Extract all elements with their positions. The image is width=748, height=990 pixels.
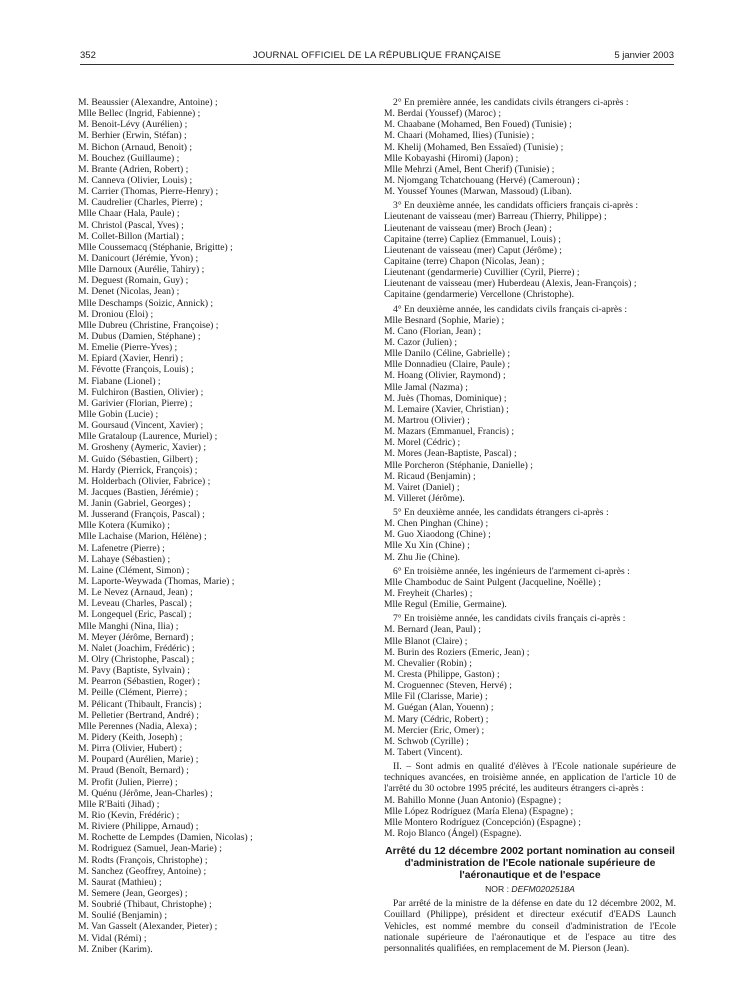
list-item: M. Janin (Gabriel, Georges) ; [78,498,191,510]
list-item: Mlle Mehrzi (Amel, Bent Cherif) (Tunisie) ; [384,163,555,175]
nor-label: NOR : [485,884,509,895]
list-item: M. Pirra (Olivier, Hubert) ; [78,743,183,755]
section-heading: 3° En deuxième année, les candidats officiers français ci-après : [393,200,638,212]
list-item: M. Poupard (Aurélien, Marie) ; [78,754,199,766]
list-item: Lieutenant (gendarmerie) Cuvillier (Cyril, Pierre) ; [384,267,580,279]
decree-body: Par arrêté de la ministre de la défense en date du 12 décembre 2002, M. Couillard (Philippe), président et directeur exécutif d'EADS Launch Vehicles, est nommé membre du conseil d'administration de l'Ecole nationale supérieure de l'aéronautique et de l'espace au titre des personnalités qualifiées, en remplacement de M. Pierson (Jean). [384,898,676,954]
list-item: M. Denet (Nicolas, Jean) ; [78,286,180,298]
list-item: M. Berdai (Youssef) (Maroc) ; [384,108,502,120]
list-item: M. Cano (Florian, Jean) ; [384,325,481,337]
decree-title: Arrêté du 12 décembre 2002 portant nomination au conseil d'administration de l'Ecole nationale supérieure de l'aéronautique et de l'espace [385,846,675,882]
list-item: M. Njomgang Tchatchouang (Hervé) (Cameroun) ; [384,174,580,186]
list-item: M. Freyheit (Charles) ; [384,588,473,600]
list-item: M. Droniou (Eloi) ; [78,308,154,320]
list-item: M. Rodriguez (Samuel, Jean-Marie) ; [78,843,222,855]
list-item: M. Pidery (Keith, Joseph) ; [78,732,183,744]
list-item: Mlle Bellec (Ingrid, Fabienne) ; [78,108,201,120]
list-item: M. Mazars (Emmanuel, Francis) ; [384,426,515,438]
section-heading: 6° En troisième année, les ingénieurs de l'armement ci-après : [393,565,630,577]
list-item: Mlle Deschamps (Soizic, Annick) ; [78,297,214,309]
list-item: M. Bichon (Arnaud, Benoit) ; [78,141,193,153]
list-item: M. Rojo Blanco (Ángel) (Espagne). [384,828,522,840]
list-item: M. Danicourt (Jérémie, Yvon) ; [78,252,199,264]
list-item: M. Khelij (Mohamed, Ben Essaïed) (Tunisie) ; [384,141,564,153]
list-item: Mlle Porcheron (Stéphanie, Danielle) ; [384,459,533,471]
admission-sections [384,97,676,758]
list-item: Lieutenant de vaisseau (mer) Broch (Jean) ; [384,222,552,234]
list-item: M. Berhier (Erwin, Stéfan) ; [78,130,187,142]
list-item: M. Leveau (Charles, Pascal) ; [78,598,193,610]
list-item: M. Juès (Thomas, Dominique) ; [384,392,507,404]
list-item: Mlle Darnoux (Aurélie, Tahiry) ; [78,264,205,276]
list-item: M. Semere (Jean, Georges) ; [78,887,188,899]
list-item: M. Praud (Benoît, Bernard) ; [78,765,189,777]
article-ii-list [384,795,676,840]
list-item: Mlle Grataloup (Laurence, Muriel) ; [78,431,218,443]
right-column [384,97,676,954]
section-heading: 5° En deuxième année, les candidats étrangers ci-après : [393,507,609,519]
list-item: M. Schwob (Cyrille) ; [384,735,469,747]
list-item: M. Zhu Jie (Chine). [384,551,460,563]
page-number: 352 [80,50,96,61]
list-item: M. Ricaud (Benjamin) ; [384,470,476,482]
list-item: M. Epiard (Xavier, Henri) ; [78,353,184,365]
list-item: Capitaine (gendarmerie) Vercellone (Christophe). [384,289,575,301]
list-item: M. Garivier (Florian, Pierre) ; [78,397,193,409]
section-heading: 2° En première année, les candidats civils étrangers ci-après : [393,97,629,108]
list-item: Lieutenant de vaisseau (mer) Barreau (Thierry, Philippe) ; [384,211,607,223]
list-item: M. Youssef Younes (Marwan, Massoud) (Liban). [384,186,572,198]
publication-date: 5 janvier 2003 [614,50,674,61]
list-item: M. Meyer (Jérôme, Bernard) ; [78,631,194,643]
list-item: M. Févotte (François, Louis) ; [78,364,194,376]
list-item: M. Brante (Adrien, Robert) ; [78,163,189,175]
list-item: M. Chaari (Mohamed, Ilies) (Tunisie) ; [384,130,535,142]
list-item: M. Grosheny (Aymeric, Xavier) ; [78,442,207,454]
list-item: Mlle Lachaise (Marion, Hélène) ; [78,531,207,543]
list-item: M. Lafenetre (Pierre) ; [78,542,165,554]
list-item: M. Quénu (Jérôme, Jean-Charles) ; [78,787,213,799]
list-item: M. Soubrié (Thibaut, Christophe) ; [78,899,212,911]
list-item: M. Soulié (Benjamin) ; [78,910,167,922]
list-item: Mlle Montero Rodríguez (Concepción) (Espagne) ; [384,816,581,828]
list-item: M. Dubus (Damien, Stéphane) ; [78,330,201,342]
list-item: M. Canneva (Olivier, Louis) ; [78,174,193,186]
list-item: M. Rochette de Lempdes (Damien, Nicolas) ; [78,832,253,844]
list-item: M. Peille (Clément, Pierre) ; [78,687,188,699]
list-item: Capitaine (terre) Capliez (Emmanuel, Louis) ; [384,233,561,245]
list-item: M. Longequel (Eric, Pascal) ; [78,609,192,621]
section-heading: 7° En troisième année, les candidats civils français ci-après : [393,613,626,625]
list-item: M. Bahillo Monne (Juan Antonio) (Espagne) ; [384,794,562,806]
list-item: M. Morel (Cédric) ; [384,437,461,449]
list-item: M. Mores (Jean-Baptiste, Pascal) ; [384,448,517,460]
nor-code: DEFM0202518A [511,884,575,895]
list-item: M. Burin des Roziers (Emeric, Jean) ; [384,646,530,658]
list-item: Mlle López Rodríguez (María Elena) (Espagne) ; [384,805,574,817]
list-item: M. Chaabane (Mohamed, Ben Foued) (Tunisie) ; [384,119,572,131]
list-item: M. Croguennec (Steven, Hervé) ; [384,680,512,692]
list-item: M. Cresta (Philippe, Gaston) ; [384,669,500,681]
left-column [78,97,360,955]
list-item: M. Lemaire (Xavier, Christian) ; [384,403,509,415]
list-item: M. Caudrelier (Charles, Pierre) ; [78,197,203,209]
list-item: M. Deguest (Romain, Guy) ; [78,275,189,287]
list-item: M. Pearron (Sébastien, Roger) ; [78,676,201,688]
list-item: Mlle Regul (Emilie, Germaine). [384,599,507,611]
list-item: M. Bouchez (Guillaume) ; [78,152,180,164]
list-item: M. Tabert (Vincent). [384,747,463,759]
list-item: Mlle Chaar (Hala, Paule) ; [78,208,180,220]
list-item: M. Collet-Billon (Martial) ; [78,230,185,242]
list-item: M. Guo Xiaodong (Chine) ; [384,529,491,541]
list-item: M. Saurat (Mathieu) ; [78,876,162,888]
page-header [80,50,674,64]
list-item: Mlle Xu Xin (Chine) ; [384,540,470,552]
list-item: M. Profit (Julien, Pierre) ; [78,776,178,788]
list-item: M. Zniber (Karim). [78,943,153,955]
list-item: M. Guégan (Alan, Youenn) ; [384,702,494,714]
list-item: M. Pélicant (Thibault, Francis) ; [78,698,202,710]
list-item: M. Chevalier (Robin) ; [384,657,472,669]
header-rule [80,64,674,65]
list-item: Mlle Donnadieu (Claire, Paule) ; [384,359,511,371]
list-item: Lieutenant de vaisseau (mer) Caput (Jérôme) ; [384,244,562,256]
list-item: M. Vidal (Rémi) ; [78,932,147,944]
list-item: M. Mercier (Eric, Omer) ; [384,724,485,736]
list-item: Mlle Kotera (Kumiko) ; [78,520,170,532]
list-item: M. Lahaye (Sébastien) ; [78,553,171,565]
list-item: M. Pavy (Baptiste, Sylvain) ; [78,665,190,677]
list-item: M. Rio (Kevin, Frédéric) ; [78,810,180,821]
list-item: M. Jacques (Bastien, Jérémie) ; [78,486,199,498]
list-item: M. Beaussier (Alexandre, Antoine) ; [78,97,218,108]
list-item: Mlle Besnard (Sophie, Marie) ; [384,314,505,326]
list-item: Mlle Manghi (Nina, Ilia) ; [78,620,179,632]
list-item: M. Fulchiron (Bastien, Olivier) ; [78,386,204,398]
list-item: M. Carrier (Thomas, Pierre-Henry) ; [78,186,219,198]
list-item: Mlle Danilo (Céline, Gabrielle) ; [384,348,511,360]
list-item: M. Emelie (Pierre-Yves) ; [78,342,178,354]
list-item: M. Laporte-Weywada (Thomas, Marie) ; [78,576,235,588]
list-item: M. Pelletier (Bertrand, André) ; [78,709,199,721]
list-item: Mlle Fil (Clarisse, Marie) ; [384,691,488,703]
list-item: Mlle Chamboduc de Saint Pulgent (Jacqueline, Noëlle) ; [384,576,601,588]
section-heading: 4° En deuxième année, les candidats civils français ci-après : [393,303,627,315]
list-item: Mlle Blanot (Claire) ; [384,635,468,647]
list-item: Mlle Dubreu (Christine, Françoise) ; [78,319,219,331]
article-ii-paragraph: II. – Sont admis en qualité d'élèves à l'Ecole nationale supérieure de techniques avancées, en troisième année, en application de l'article 10 de l'arrêté du 30 octobre 1995 précité, les auditeurs étrangers ci-après : [384,761,676,795]
list-item: M. Mary (Cédric, Robert) ; [384,713,489,725]
list-item: M. Le Nevez (Arnaud, Jean) ; [78,587,193,599]
list-item: M. Vairet (Daniel) ; [384,481,460,493]
list-item: M. Fiabane (Lionel) ; [78,375,161,387]
list-item: M. Rodts (François, Christophe) ; [78,854,208,866]
list-item: Mlle Coussemacq (Stéphanie, Brigitte) ; [78,241,233,253]
list-item: Mlle Gobin (Lucie) ; [78,408,159,420]
list-item: M. Nalet (Joachim, Frédéric) ; [78,642,195,654]
list-item: M. Christol (Pascal, Yves) ; [78,219,184,231]
list-item: M. Benoit-Lévy (Aurélien) ; [78,119,188,131]
list-item: M. Sanchez (Geoffrey, Antoine) ; [78,865,207,877]
list-item: M. Holderbach (Olivier, Fabrice) ; [78,475,211,487]
list-item: M. Bernard (Jean, Paul) ; [384,624,481,636]
list-item: Lieutenant de vaisseau (mer) Huberdeau (Alexis, Jean-François) ; [384,278,637,290]
list-item: Mlle R'Baiti (Jihad) ; [78,798,160,810]
list-item: Mlle Perennes (Nadia, Alexa) ; [78,720,198,732]
list-item: M. Guido (Sébastien, Gilbert) ; [78,453,198,465]
list-item: M. Martrou (Olivier) ; [384,414,470,426]
list-item: Capitaine (terre) Chapon (Nicolas, Jean) ; [384,255,545,267]
list-item: M. Cazor (Julien) ; [384,336,458,348]
nor-reference [384,883,676,895]
list-item: M. Goursaud (Vincent, Xavier) ; [78,420,204,432]
list-item: M. Hoang (Olivier, Raymond) ; [384,370,506,382]
list-item: M. Hardy (Pierrick, François) ; [78,464,198,476]
list-item: M. Chen Pinghan (Chine) ; [384,518,489,530]
list-item: M. Villeret (Jérôme). [384,492,465,504]
list-item: Mlle Kobayashi (Hiromi) (Japon) ; [384,152,519,164]
list-item: M. Riviere (Philippe, Arnaud) ; [78,821,199,833]
list-item: M. Jusserand (François, Pascal) ; [78,509,205,521]
list-item: M. Van Gasselt (Alexander, Pieter) ; [78,921,218,933]
list-item: M. Laine (Clément, Simon) ; [78,564,190,576]
journal-title: JOURNAL OFFICIEL DE LA RÉPUBLIQUE FRANÇAISE [252,50,502,61]
list-item: M. Olry (Christophe, Pascal) ; [78,654,195,666]
list-item: Mlle Jamal (Nazma) ; [384,381,468,393]
